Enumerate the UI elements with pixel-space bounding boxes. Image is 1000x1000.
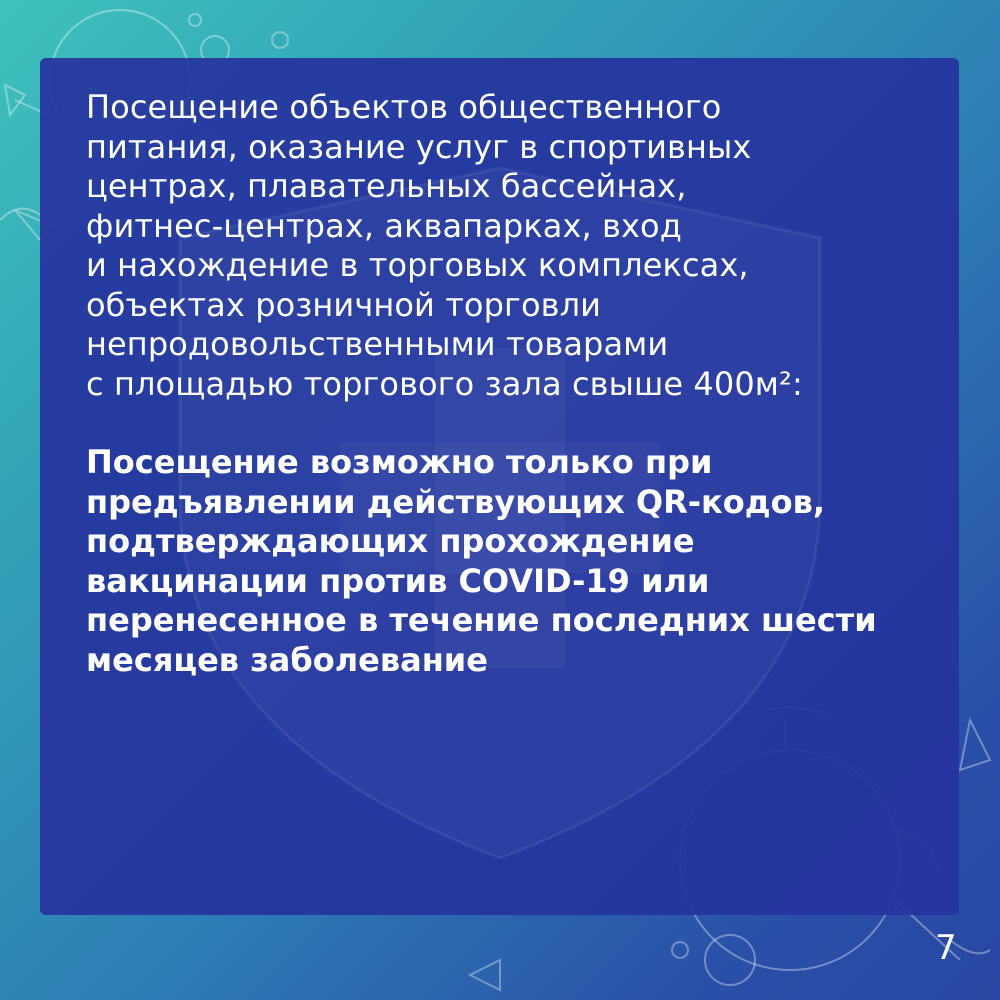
content-card (40, 58, 959, 915)
intro-paragraph: Посещение объектов общественного питания, оказание услуг в спортивных центрах, плавательных бассейнах, фитнес-центрах, аквапарках, вход и нахождение в торговых комплексах, объектах розничной торговли непродовольственными товарами с площадью торгового зала свыше 400м²: (86, 88, 803, 403)
slide-text (86, 88, 926, 680)
emphasis-paragraph: Посещение возможно только при предъявлении действующих QR-кодов, подтверждающих прохождение вакцинации против COVID-19 или перенесенное в течение последних шести месяцев заболевание (86, 443, 877, 679)
page-number: 7 (935, 928, 957, 968)
